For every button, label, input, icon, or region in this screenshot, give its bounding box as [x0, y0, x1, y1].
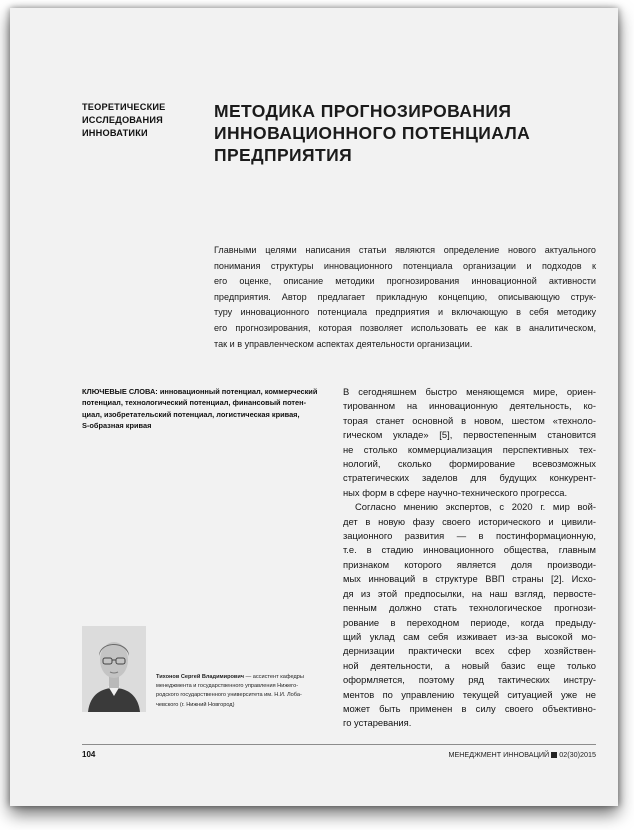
rubric-line: ИССЛЕДОВАНИЯ: [82, 115, 163, 125]
body-line: дя из этой предпосылки, на наш взгляд, первосте-: [343, 587, 596, 599]
journal-page: [10, 8, 618, 806]
body-line: тированном на инновационную деятельность, ко-: [343, 400, 596, 412]
rubric-line: ТЕОРЕТИЧЕСКИЕ: [82, 102, 166, 112]
body-line: признаком которого является доля производи-: [343, 558, 596, 570]
rubric-line: ИННОВАТИКИ: [82, 128, 148, 138]
author-affiliation: родского государственного университета им. Н.И. Лоба-: [156, 692, 302, 699]
author-photo: [82, 626, 146, 712]
body-line: Согласно мнению экспертов, с 2020 г. мир вой-: [355, 501, 596, 513]
body-line: мых инноваций в структуре ВВП страны [2]. Исхо-: [343, 573, 596, 585]
abstract-line: его оценке, описание методики прогнозирования инновационной активности: [214, 276, 596, 287]
body-line: го устаревания.: [343, 717, 412, 729]
abstract-line: туру инновационного потенциала предприятия и включающую в себя методику: [214, 307, 596, 318]
article-abstract: [214, 243, 596, 352]
author-name: Тихонов Сергей Владимирович: [156, 674, 245, 680]
keywords-text: S-образная кривая: [82, 421, 152, 431]
abstract-line: Главными целями написания статьи являются определение нового актуального: [214, 245, 596, 255]
body-line: рование в переходном периоде, когда предыду-: [343, 616, 596, 628]
footer-divider: [82, 744, 596, 745]
body-line: ментов по управлению текущей ситуацией уже не: [343, 688, 596, 700]
body-line: ной деятельности, а новый базис еще только: [343, 659, 596, 671]
body-line: дернизации практически всех сфер хозяйствен-: [343, 645, 596, 657]
keywords-block: [82, 386, 344, 432]
author-info: [156, 673, 331, 710]
abstract-line: предприятия. Автор предлагает прикладную концепцию, описывающую струк-: [214, 291, 596, 302]
page-number: 104: [82, 750, 96, 759]
body-line: может быть применен в силу своего объективно-: [343, 702, 596, 714]
body-line: гическом укладе» [5], первостепенным становится: [343, 429, 596, 441]
author-affiliation: менеджмента и государственного управления Нижего-: [156, 683, 299, 690]
keywords-label: КЛЮЧЕВЫЕ СЛОВА:: [82, 387, 158, 396]
body-line: не столько коммерциализация перспективных тех-: [343, 443, 596, 455]
section-rubric: [82, 101, 192, 140]
abstract-line: так и в управленческом аспектах деятельности организации.: [214, 338, 473, 349]
body-line: зационного развития — в постинформационную,: [343, 530, 596, 542]
journal-issue: 02(30)2015: [559, 750, 596, 759]
body-line: нологий, сколько формирование всевозможных: [343, 458, 596, 470]
body-line: пенным должно стать технологическое прогнози-: [343, 602, 596, 614]
journal-name: МЕНЕДЖМЕНТ ИННОВАЦИЙ: [448, 750, 550, 759]
body-line: В сегодняшнем быстро меняющемся мире, ориен-: [343, 386, 596, 397]
body-text-column: [343, 385, 596, 731]
body-line: щий уклад сам себя изживает из-за высокой мо-: [343, 630, 596, 642]
abstract-line: его прогнозирования, которая позволяет использовать ее как в аналитическом,: [214, 322, 596, 333]
square-bullet-icon: [551, 752, 557, 758]
abstract-line: понимания структуры инновационного потенциала организации и подходов к: [214, 260, 596, 271]
body-line: дет в новую фазу своего исторического и цивили-: [343, 515, 596, 527]
body-line: оформляется, поэтому ряд тактических инстру-: [343, 674, 596, 686]
keywords-text: потенциал, технологический потенциал, финансовый потен-: [82, 398, 307, 408]
title-line: ПРЕДПРИЯТИЯ: [214, 145, 353, 165]
keywords-text: инновационный потенциал, коммерческий: [157, 387, 318, 396]
author-affiliation: чевского (г. Нижний Новгород): [156, 701, 235, 708]
title-line: ИННОВАЦИОННОГО ПОТЕНЦИАЛА: [214, 123, 531, 143]
journal-footer: [448, 750, 596, 759]
keywords-text: циал, изобретательский потенциал, логистическая кривая,: [82, 409, 300, 419]
author-affiliation: — ассистент кафедры: [244, 674, 304, 680]
body-line: торая станет основной в новом, шестом «техноло-: [343, 414, 596, 426]
title-line: МЕТОДИКА ПРОГНОЗИРОВАНИЯ: [214, 101, 512, 121]
body-line: стратегических заделов для будущих конкурент-: [343, 472, 596, 484]
body-line: ных форм в сфере научно-технического прогресса.: [343, 486, 568, 498]
article-title: [214, 100, 554, 166]
body-line: т.е. в стадию инновационного общества, главным: [343, 544, 596, 556]
